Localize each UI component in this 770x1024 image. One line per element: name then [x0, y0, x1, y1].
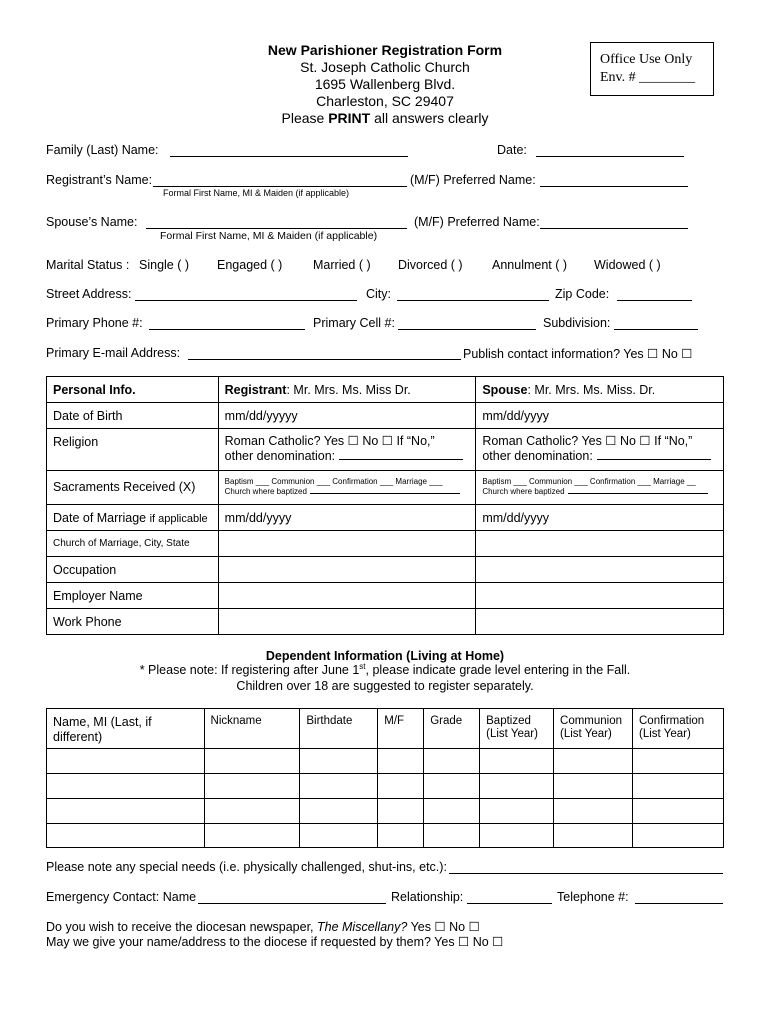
telephone-label: Telephone #:: [557, 890, 629, 904]
registrant-dob-cell[interactable]: mm/dd/yyyyy: [218, 403, 476, 429]
table-row: [47, 429, 724, 471]
dependent-row[interactable]: [47, 824, 724, 848]
registrant-header: Registrant: Mr. Mrs. Ms. Miss Dr.: [218, 377, 476, 403]
personal-info-table: [46, 376, 724, 635]
dep-col-birthdate: Birthdate: [300, 709, 378, 749]
registrant-occupation-cell[interactable]: [218, 557, 476, 583]
spouse-church-marriage-cell[interactable]: [476, 531, 724, 557]
office-use-label: Office Use Only: [600, 52, 693, 67]
table-row: [47, 471, 724, 505]
zip-code-field[interactable]: [617, 300, 692, 301]
spouse-religion-cell[interactable]: Roman Catholic? Yes ☐ No ☐ If “No,” other denomination:: [476, 429, 724, 471]
street-address-label: Street Address:: [46, 287, 132, 301]
spouse-occupation-cell[interactable]: [476, 557, 724, 583]
dependent-header-row: [47, 709, 724, 749]
print-instruction: Please PRINT all answers clearly: [281, 110, 489, 126]
primary-cell-label: Primary Cell #:: [313, 316, 395, 330]
spouse-header: Spouse: Mr. Mrs. Ms. Miss. Dr.: [476, 377, 724, 403]
marriage-date-label: Date of Marriage if applicable: [47, 505, 219, 531]
publish-contact-question[interactable]: Publish contact information? Yes ☐ No ☐: [463, 347, 693, 361]
primary-phone-field[interactable]: [149, 329, 305, 330]
marital-annulment-option[interactable]: Annulment ( ): [492, 258, 568, 272]
diocese-question[interactable]: May we give your name/address to the diocese if requested by them? Yes ☐ No ☐: [46, 935, 504, 949]
registrant-sacraments-cell[interactable]: Baptism ___ Communion ___ Confirmation ___ Marriage ___ Church where baptized: [218, 471, 476, 505]
dependent-note: * Please note: If registering after June 1st, please indicate grade level entering in the Fall.: [139, 662, 631, 678]
registrant-religion-cell[interactable]: Roman Catholic? Yes ☐ No ☐ If “No,” other denomination:: [218, 429, 476, 471]
telephone-field[interactable]: [635, 903, 723, 904]
church-name: St. Joseph Catholic Church: [300, 59, 470, 75]
table-header-row: [47, 377, 724, 403]
registrant-employer-cell[interactable]: [218, 583, 476, 609]
dep-col-name: Name, MI (Last, if different): [47, 709, 205, 749]
registrant-work-phone-cell[interactable]: [218, 609, 476, 635]
relationship-label: Relationship:: [391, 890, 464, 904]
spouse-name-hint: Formal First Name, MI & Maiden (if applicable): [160, 230, 378, 242]
registrant-marriage-date-cell[interactable]: mm/dd/yyyy: [218, 505, 476, 531]
sacraments-label: Sacraments Received (X): [47, 471, 219, 505]
relationship-field[interactable]: [467, 903, 552, 904]
dependent-row[interactable]: [47, 774, 724, 799]
spouse-name-label: Spouse’s Name:: [46, 215, 138, 229]
spouse-dob-cell[interactable]: mm/dd/yyyy: [476, 403, 724, 429]
spouse-marriage-date-cell[interactable]: mm/dd/yyyy: [476, 505, 724, 531]
employer-label: Employer Name: [47, 583, 219, 609]
special-needs-field[interactable]: [449, 873, 723, 874]
emergency-contact-label: Emergency Contact: Name: [46, 890, 197, 904]
registrant-preferred-label: (M/F) Preferred Name:: [410, 173, 536, 187]
table-row: [47, 609, 724, 635]
dependent-title: Dependent Information (Living at Home): [265, 649, 505, 663]
personal-info-header: Personal Info.: [47, 377, 219, 403]
city-label: City:: [366, 287, 391, 301]
family-name-field[interactable]: [170, 156, 408, 157]
work-phone-label: Work Phone: [47, 609, 219, 635]
envelope-number: Env. # ________: [600, 70, 696, 85]
email-label: Primary E-mail Address:: [46, 346, 181, 360]
date-field[interactable]: [536, 156, 684, 157]
registrant-name-label: Registrant’s Name:: [46, 173, 153, 187]
special-needs-label: Please note any special needs (i.e. physically challenged, shut-ins, etc.):: [46, 860, 447, 874]
dep-col-grade: Grade: [424, 709, 480, 749]
form-title: New Parishioner Registration Form: [267, 42, 503, 58]
dep-col-baptized: Baptized (List Year): [480, 709, 554, 749]
church-address: 1695 Wallenberg Blvd.: [314, 76, 456, 92]
marital-widowed-option[interactable]: Widowed ( ): [594, 258, 661, 272]
registrant-preferred-field[interactable]: [540, 186, 688, 187]
spouse-preferred-field[interactable]: [540, 228, 688, 229]
dep-col-mf: M/F: [378, 709, 424, 749]
table-row: [47, 403, 724, 429]
spouse-employer-cell[interactable]: [476, 583, 724, 609]
street-address-field[interactable]: [135, 300, 357, 301]
dep-col-confirmation: Confirmation (List Year): [633, 709, 724, 749]
primary-cell-field[interactable]: [398, 329, 536, 330]
primary-phone-label: Primary Phone #:: [46, 316, 143, 330]
church-of-marriage-label: Church of Marriage, City, State: [47, 531, 219, 557]
table-row: [47, 557, 724, 583]
marital-divorced-option[interactable]: Divorced ( ): [398, 258, 463, 272]
spouse-name-field[interactable]: [146, 228, 407, 229]
dep-col-nickname: Nickname: [204, 709, 300, 749]
registrant-church-marriage-cell[interactable]: [218, 531, 476, 557]
dob-label: Date of Birth: [47, 403, 219, 429]
subdivision-label: Subdivision:: [543, 316, 611, 330]
newspaper-question[interactable]: Do you wish to receive the diocesan newspaper, The Miscellany? Yes ☐ No ☐: [46, 920, 480, 934]
dependent-note-2: Children over 18 are suggested to register separately.: [236, 679, 534, 693]
dependent-row[interactable]: [47, 799, 724, 824]
registrant-name-hint: Formal First Name, MI & Maiden (if applicable): [163, 188, 350, 198]
zip-code-label: Zip Code:: [555, 287, 610, 301]
marital-married-option[interactable]: Married ( ): [313, 258, 371, 272]
office-use-box: [590, 42, 714, 96]
email-field[interactable]: [188, 359, 461, 360]
church-city: Charleston, SC 29407: [316, 93, 454, 109]
subdivision-field[interactable]: [614, 329, 698, 330]
marital-status-label: Marital Status :: [46, 258, 130, 272]
table-row: [47, 505, 724, 531]
spouse-work-phone-cell[interactable]: [476, 609, 724, 635]
dependent-table: [46, 708, 724, 848]
religion-label: Religion: [47, 429, 219, 471]
table-row: [47, 583, 724, 609]
dependent-row[interactable]: [47, 749, 724, 774]
occupation-label: Occupation: [47, 557, 219, 583]
city-field[interactable]: [397, 300, 549, 301]
dep-col-communion: Communion (List Year): [554, 709, 633, 749]
family-name-label: Family (Last) Name:: [46, 143, 159, 157]
table-row: [47, 531, 724, 557]
emergency-contact-field[interactable]: [198, 903, 386, 904]
marital-engaged-option[interactable]: Engaged ( ): [217, 258, 283, 272]
marital-single-option[interactable]: Single ( ): [139, 258, 190, 272]
spouse-sacraments-cell[interactable]: Baptism ___ Communion ___ Confirmation ___ Marriage __ Church where baptized: [476, 471, 724, 505]
registrant-name-field[interactable]: [153, 186, 407, 187]
spouse-preferred-label: (M/F) Preferred Name:: [414, 215, 540, 229]
date-label: Date:: [497, 143, 527, 157]
